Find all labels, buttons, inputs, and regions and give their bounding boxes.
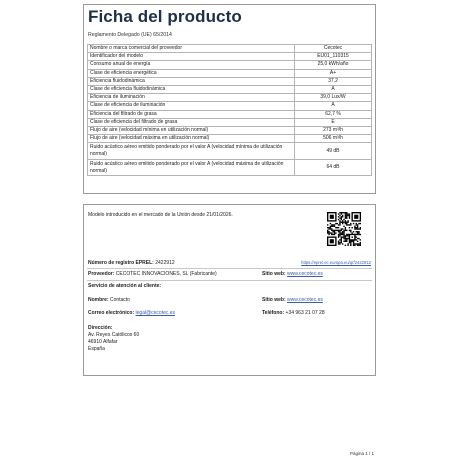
- address-label: Dirección:: [88, 325, 113, 331]
- qr-code[interactable]: [327, 212, 361, 246]
- phone-value: +34 963 21 07 28: [285, 310, 325, 316]
- spec-row: [88, 45, 372, 53]
- supplier-value: CECOTEC INNOVACIONES, SL (Fabricante): [115, 271, 217, 277]
- spec-label: Ruido acústico aéreo emitido ponderado por el valor A (velocidad máxima de utilización normal): [88, 159, 295, 176]
- customer-service-heading: [88, 283, 161, 289]
- address-line: España: [88, 346, 105, 352]
- eprel-registration: [88, 260, 175, 266]
- spec-table: [87, 44, 372, 176]
- product-info-panel: [83, 4, 376, 194]
- spec-value: Cecotec: [295, 45, 372, 53]
- spec-label: Eficiencia del filtrado de grasa: [88, 110, 295, 118]
- spec-value: 37,2: [295, 77, 372, 85]
- qr-code-graphic: [327, 212, 361, 246]
- spec-row: [88, 77, 372, 85]
- spec-value: E: [295, 118, 372, 126]
- spec-value: 506 m³/h: [295, 135, 372, 143]
- website-row: [262, 271, 323, 277]
- spec-row: [88, 126, 372, 134]
- spec-label: Clase de eficiencia energética: [88, 69, 295, 77]
- name-label: Nombre:: [88, 297, 109, 303]
- regulation-text: Reglamento Delegado (UE) 65/2014: [88, 32, 172, 38]
- spec-row: [88, 69, 372, 77]
- spec-row: [88, 53, 372, 61]
- email-row: [88, 310, 175, 316]
- supplier-row: [88, 271, 217, 277]
- spec-label: Eficiencia fluidodinámica: [88, 77, 295, 85]
- email-label: Correo electrónico:: [88, 310, 135, 316]
- spec-value: A: [295, 85, 372, 93]
- spec-value: 64 dB: [295, 159, 372, 176]
- website-link[interactable]: www.cecotec.es: [287, 271, 323, 277]
- page-number: Página 1 / 1: [349, 451, 374, 456]
- spec-value: A: [295, 102, 372, 110]
- divider: [87, 280, 372, 281]
- supplier-label: Proveedor:: [88, 271, 115, 277]
- spec-label: Nombre o marca comercial del proveedor: [88, 45, 295, 53]
- spec-row: [88, 118, 372, 126]
- spec-label: Flujo de aire (velocidad máxima en utilización normal): [88, 135, 295, 143]
- spec-row: [88, 61, 372, 69]
- spec-label: Clase de eficiencia fluidodinámica: [88, 85, 295, 93]
- spec-label: Identificador del modelo: [88, 53, 295, 61]
- supplier-info-panel: [83, 204, 376, 376]
- spec-row: [88, 102, 372, 110]
- customer-service-label: Servicio de atención al cliente:: [88, 283, 162, 289]
- spec-row: [88, 159, 372, 176]
- spec-label: Ruido acústico aéreo emitido ponderado por el valor A (velocidad mínima de utilización normal): [88, 143, 295, 160]
- email-link[interactable]: legal@cecotec.es: [135, 310, 176, 316]
- spec-value: EU01_110315: [295, 53, 372, 61]
- spec-row: [88, 110, 372, 118]
- spec-row: [88, 135, 372, 143]
- eprel-number: 2422912: [155, 260, 175, 266]
- eprel-label: Número de registro EPREL:: [88, 260, 154, 266]
- website2-label: Sitio web:: [262, 297, 286, 303]
- phone-row: [262, 310, 325, 316]
- spec-value: A+: [295, 69, 372, 77]
- spec-row: [88, 85, 372, 93]
- contact-name-row: [88, 297, 130, 303]
- contact-website-row: [262, 297, 323, 303]
- spec-label: Clase de eficiencia de iluminación: [88, 102, 295, 110]
- name-value: Contacto: [109, 297, 130, 303]
- page-title: Ficha del producto: [88, 7, 242, 26]
- spec-value: 273 m³/h: [295, 126, 372, 134]
- address-line: Av. Reyes Católicos 60: [88, 332, 140, 338]
- website-label: Sitio web:: [262, 271, 286, 277]
- address-line: 46910 Alfafar: [88, 339, 118, 345]
- phone-label: Teléfono:: [262, 310, 285, 316]
- spec-label: Flujo de aire (velocidad mínima en utilización normal): [88, 126, 295, 134]
- eprel-link[interactable]: https://eprel.ec.europa.eu/qr/2422912: [301, 260, 371, 265]
- divider: [87, 268, 372, 269]
- spec-row: [88, 143, 372, 160]
- spec-label: Eficiencia de iluminación: [88, 94, 295, 102]
- spec-label: Clase de eficiencia del filtrado de grasa: [88, 118, 295, 126]
- spec-value: 39,0 Lux/W: [295, 94, 372, 102]
- model-intro-text: Modelo introducido en el mercado de la Unión desde 21/01/2026.: [88, 212, 233, 218]
- spec-value: 49 dB: [295, 143, 372, 160]
- spec-row: [88, 94, 372, 102]
- spec-label: Consumo anual de energía: [88, 61, 295, 69]
- contact-website-link[interactable]: www.cecotec.es: [287, 297, 323, 303]
- address-block: [88, 325, 139, 353]
- spec-value: 25,0 kWh/año: [295, 61, 372, 69]
- spec-value: 62,7 %: [295, 110, 372, 118]
